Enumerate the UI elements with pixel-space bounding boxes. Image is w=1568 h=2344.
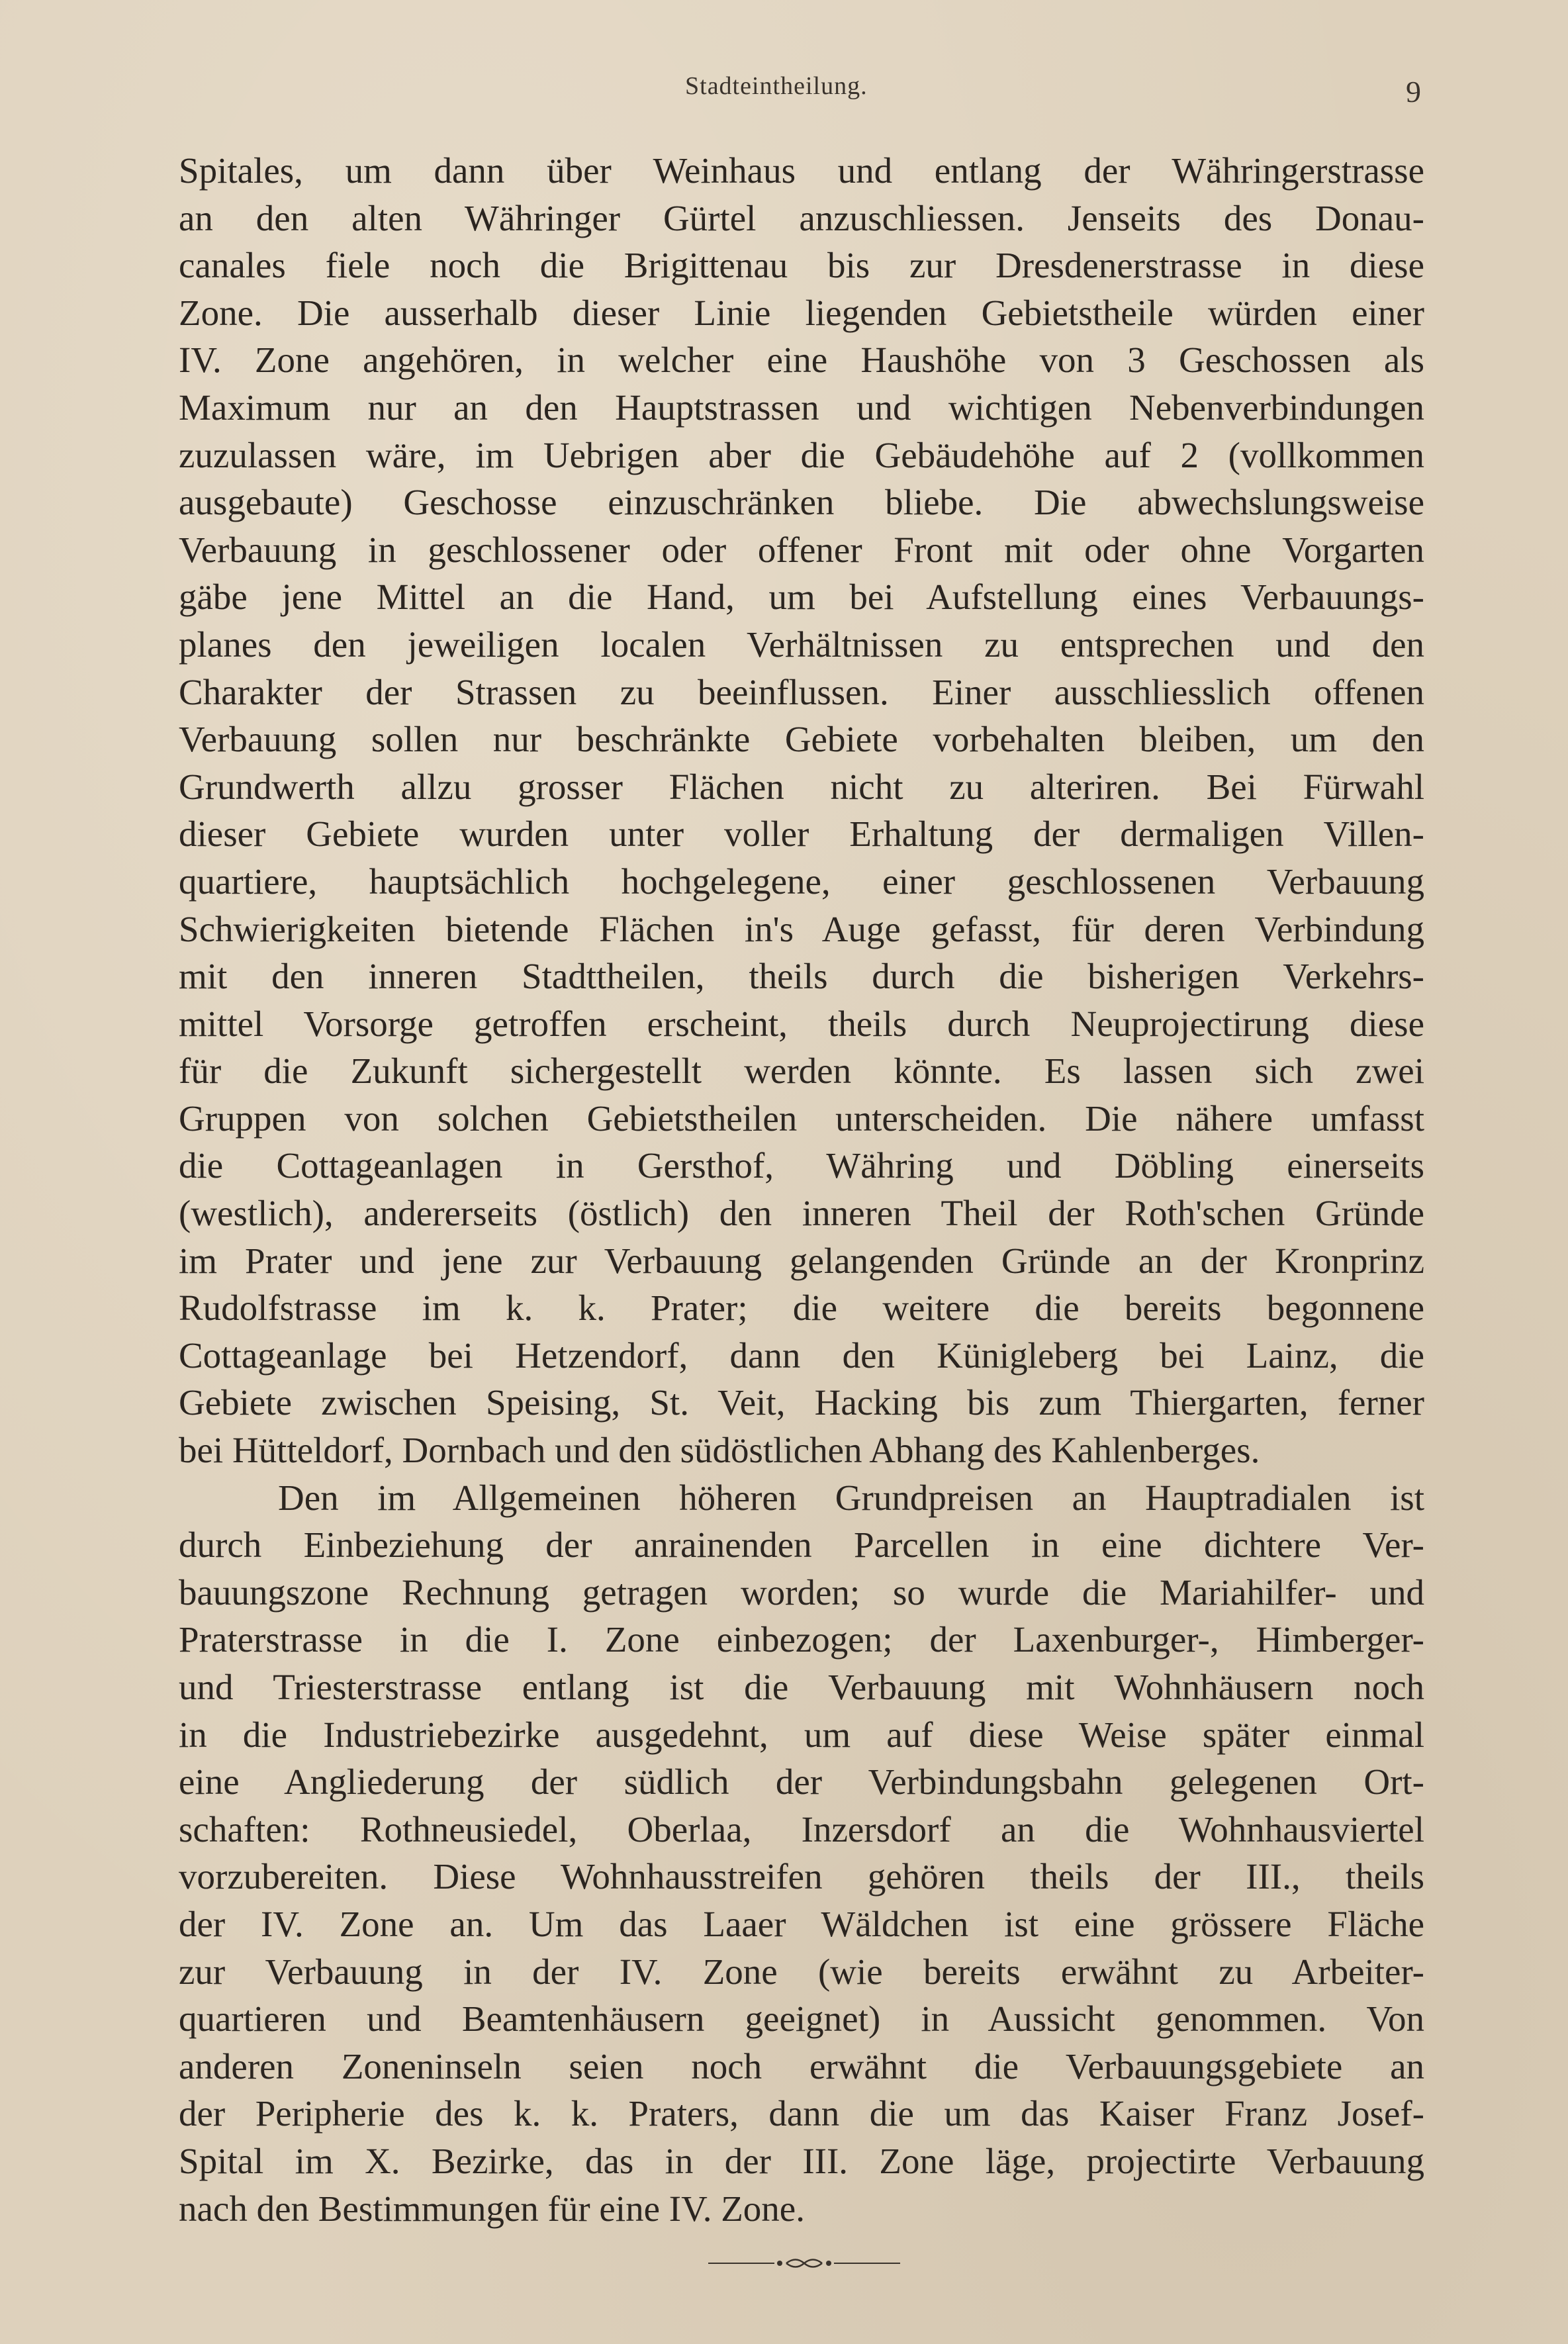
text-line: Grundwerth allzu grosser Flächen nicht zu alteriren. Bei Fürwahl: [179, 766, 1424, 807]
text-line: gäbe jene Mittel an die Hand, um bei Aufstellung eines Verbauungs-: [179, 577, 1424, 618]
text-line: bauungszone Rechnung getragen worden; so wurde die Mariahilfer- und: [179, 1571, 1424, 1613]
text-line: planes den jeweiligen localen Verhältnissen zu entsprechen und den: [179, 624, 1424, 665]
text-line: nach den Bestimmungen für eine IV. Zone.: [179, 2188, 805, 2229]
text-line: vorzubereiten. Diese Wohnhausstreifen gehören theils der III., theils: [179, 1856, 1424, 1897]
text-line: durch Einbeziehung der anrainenden Parcellen in eine dichtere Ver-: [179, 1524, 1424, 1566]
text-line: die Cottageanlagen in Gersthof, Währing und Döbling einerseits: [179, 1145, 1424, 1186]
text-line: eine Angliederung der südlich der Verbindungsbahn gelegenen Ort-: [179, 1761, 1424, 1803]
text-line: canales fiele noch die Brigittenau bis zur Dresdenerstrasse in diese: [179, 245, 1424, 286]
text-line: Spital im X. Bezirke, das in der III. Zone läge, projectirte Verbauung: [179, 2140, 1424, 2181]
paragraph-2: [179, 1474, 1424, 2233]
text-line: mittel Vorsorge getroffen erscheint, theils durch Neuprojectirung diese: [179, 1003, 1424, 1044]
text-line: der IV. Zone an. Um das Laaer Wäldchen ist eine grössere Fläche: [179, 1903, 1424, 1944]
text-line: für die Zukunft sichergestellt werden könnte. Es lassen sich zwei: [179, 1051, 1424, 1092]
text-line: quartiere, hauptsächlich hochgelegene, einer geschlossenen Verbauung: [179, 861, 1424, 902]
text-line: in die Industriebezirke ausgedehnt, um auf diese Weise später einmal: [179, 1714, 1424, 1755]
text-line: ausgebaute) Geschosse einzuschränken bliebe. Die abwechslungsweise: [179, 482, 1424, 523]
paragraph-1: [179, 147, 1424, 1474]
text-line: Gebiete zwischen Speising, St. Veit, Hacking bis zum Thiergarten, ferner: [179, 1382, 1424, 1423]
text-line: an den alten Währinger Gürtel anzuschliessen. Jenseits des Donau-: [179, 197, 1424, 238]
text-line: Zone. Die ausserhalb dieser Linie liegenden Gebietstheile würden einer: [179, 292, 1424, 333]
text-line: Gruppen von solchen Gebietstheilen unterscheiden. Die nähere umfasst: [179, 1098, 1424, 1139]
text-line: der Peripherie des k. k. Praters, dann die um das Kaiser Franz Josef-: [179, 2093, 1424, 2134]
text-line: Charakter der Strassen zu beeinflussen. Einer ausschliesslich offenen: [179, 671, 1424, 712]
body-text: [179, 147, 1424, 2232]
text-line: quartieren und Beamtenhäusern geeignet) in Aussicht genommen. Von: [179, 1998, 1424, 2039]
text-line: Schwierigkeiten bietende Flächen in's Auge gefasst, für deren Verbindung: [179, 908, 1424, 949]
running-title: Stadteintheilung.: [685, 72, 868, 100]
text-line: Verbauung sollen nur beschränkte Gebiete vorbehalten bleiben, um den: [179, 719, 1424, 760]
text-line: Cottageanlage bei Hetzendorf, dann den Künigleberg bei Lainz, die: [179, 1335, 1424, 1376]
text-line: (westlich), andererseits (östlich) den inneren Theil der Roth'schen Gründe: [179, 1193, 1424, 1234]
text-line: anderen Zoneninseln seien noch erwähnt die Verbauungsgebiete an: [179, 2045, 1424, 2086]
text-line: Den im Allgemeinen höheren Grundpreisen an Hauptradialen ist: [278, 1477, 1424, 1518]
text-line: zuzulassen wäre, im Uebrigen aber die Gebäudehöhe auf 2 (vollkommen: [179, 434, 1424, 475]
text-line: Maximum nur an den Hauptstrassen und wichtigen Nebenverbindungen: [179, 387, 1424, 428]
text-line: mit den inneren Stadttheilen, theils durch die bisherigen Verkehrs-: [179, 956, 1424, 997]
text-line: Praterstrasse in die I. Zone einbezogen; der Laxenburger-, Himberger-: [179, 1619, 1424, 1660]
text-line: dieser Gebiete wurden unter voller Erhaltung der dermaligen Villen-: [179, 814, 1424, 855]
text-line: zur Verbauung in der IV. Zone (wie bereits erwähnt zu Arbeiter-: [179, 1951, 1424, 1992]
text-line: bei Hütteldorf, Dornbach und den südöstlichen Abhang des Kahlenberges.: [179, 1430, 1260, 1471]
text-line: und Triesterstrasse entlang ist die Verbauung mit Wohnhäusern noch: [179, 1667, 1424, 1707]
end-ornament: [708, 2253, 900, 2273]
page-number: 9: [1406, 75, 1421, 109]
text-line: Rudolfstrasse im k. k. Prater; die weitere die bereits begonnene: [179, 1288, 1424, 1329]
text-line: Verbauung in geschlossener oder offener Front mit oder ohne Vorgarten: [179, 529, 1424, 570]
text-line: schaften: Rothneusiedel, Oberlaa, Inzersdorf an die Wohnhausviertel: [179, 1808, 1424, 1850]
text-line: IV. Zone angehören, in welcher eine Haushöhe von 3 Geschossen als: [179, 340, 1424, 381]
text-line: Spitales, um dann über Weinhaus und entlang der Währingerstrasse: [179, 150, 1424, 191]
text-line: im Prater und jene zur Verbauung gelangenden Gründe an der Kronprinz: [179, 1240, 1424, 1281]
